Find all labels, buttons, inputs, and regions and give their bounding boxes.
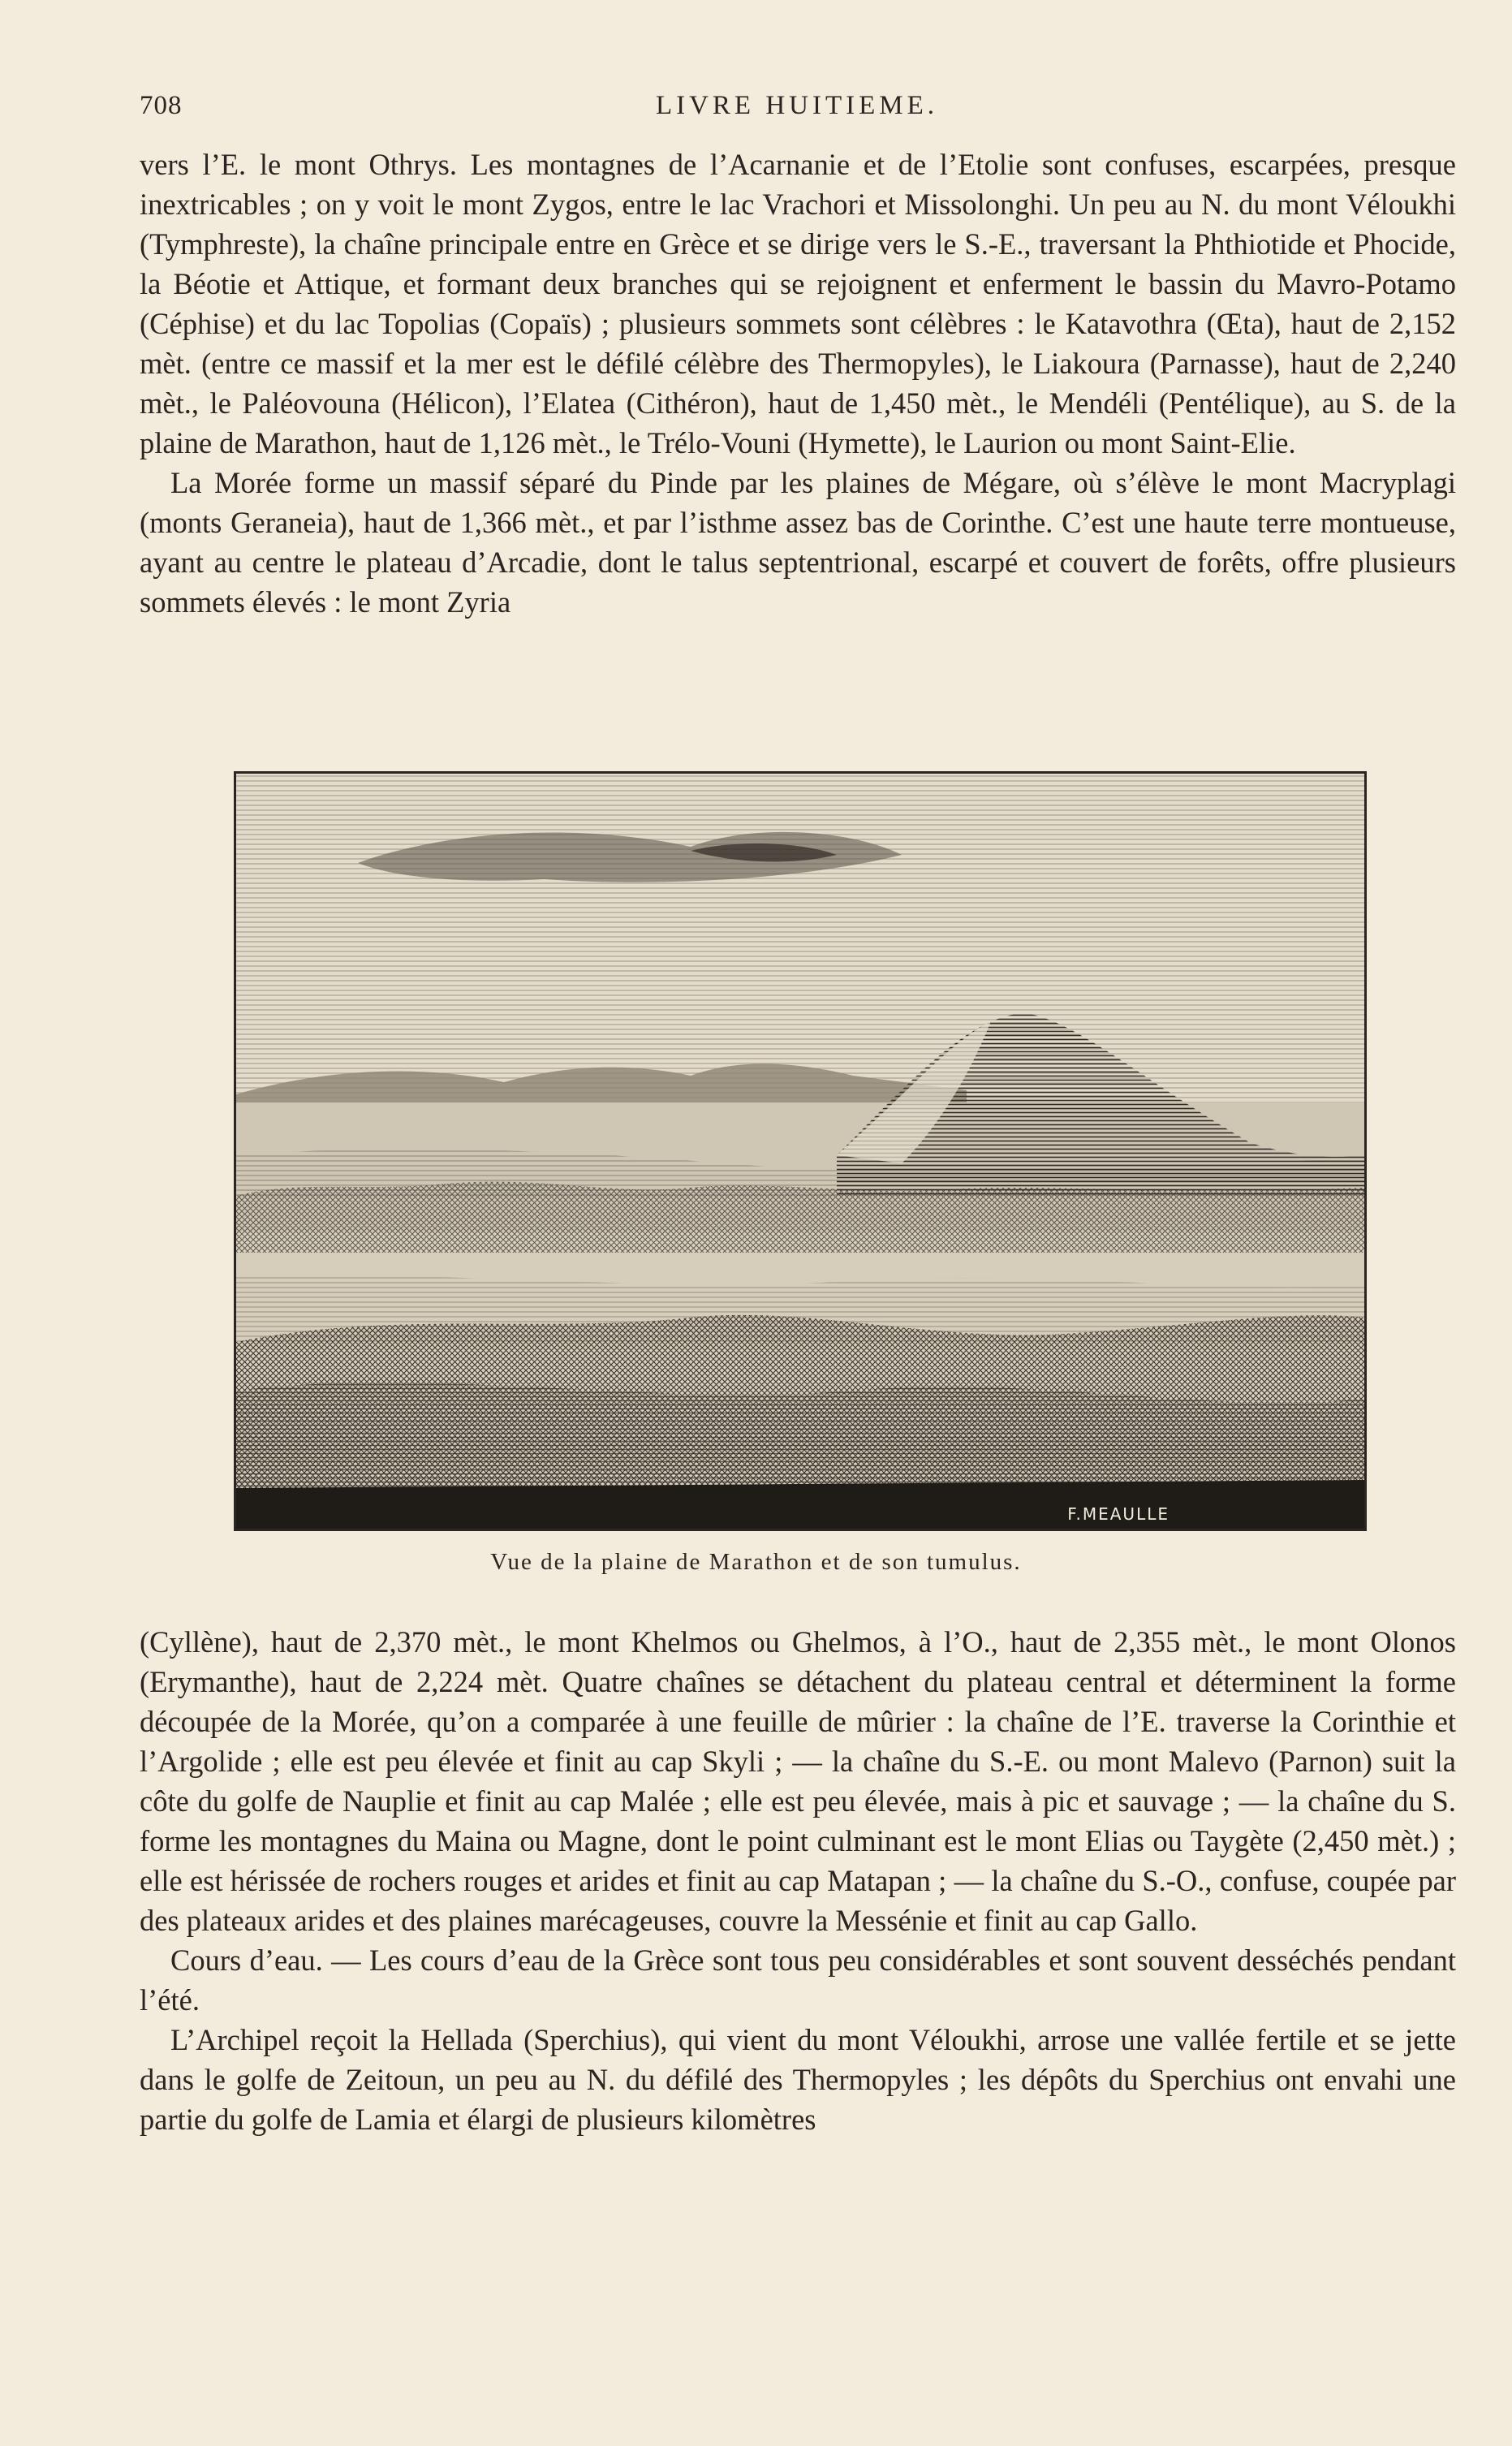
- page-number: 708: [140, 91, 183, 120]
- paragraph: vers l’E. le mont Othrys. Les montagnes de l’Acarnanie et de l’Etolie sont confuses, escarpées, presque inextricables ; on y voit le mont Zygos, entre le lac Vrachori et Missolonghi. Un peu au N. du mont Véloukhi (Tymphreste), la chaîne principale entre en Grèce et se dirige vers le S.-E., traversant la Phthiotide et Phocide, la Béotie et Attique, et formant deux branches qui se rejoignent et enferment le bassin du Mavro-Potamo (Céphise) et du lac Topolias (Copaïs) ; plusieurs sommets sont célèbres : le Katavothra (Œta), haut de 2,152 mèt. (entre ce massif et la mer est le défilé célèbre des Thermopyles), le Liakoura (Parnasse), haut de 2,240 mèt., le Paléovouna (Hélicon), l’Elatea (Cithéron), haut de 1,450 mèt., le Mendéli (Pentélique), au S. de la plaine de Marathon, haut de 1,126 mèt., le Trélo-Vouni (Hymette), le Laurion ou mont Saint-Elie.: [140, 148, 1456, 459]
- paragraph: (Cyllène), haut de 2,370 mèt., le mont Khelmos ou Ghelmos, à l’O., haut de 2,355 mèt., le mont Olonos (Erymanthe), haut de 2,224 mèt. Quatre chaînes se détachent du plateau central et déterminent la forme découpée de la Morée, qu’on a comparée à une feuille de mûrier : la chaîne de l’E. traverse la Corinthie et l’Argolide ; elle est peu élevée et finit au cap Skyli ; — la chaîne du S.-E. ou mont Malevo (Parnon) suit la côte du golfe de Nauplie et finit au cap Malée ; elle est peu élevée, mais à pic et sauvage ; — la chaîne du S. forme les montagnes du Maina ou Magne, dont le point culminant est le mont Elias ou Taygète (2,450 mèt.) ; elle est hérissée de rochers rouges et arides et finit au cap Matapan ; — la chaîne du S.-O., confuse, coupée par des plateaux arides et des plaines marécageuses, couvre la Messénie et finit au cap Gallo.: [140, 1625, 1456, 1937]
- paragraph: La Morée forme un massif séparé du Pinde par les plaines de Mégare, où s’élève le mont Macryplagi (monts Geraneia), haut de 1,366 mèt., et par l’isthme assez bas de Corinthe. C’est une haute terre montueuse, ayant au centre le plateau d’Arcadie, dont le talus septentrional, escarpé et couvert de forêts, offre plusieurs sommets élevés : le mont Zyria: [140, 466, 1456, 619]
- page-header: [140, 91, 1454, 132]
- engraving-illustration: [234, 771, 1367, 1531]
- figure-caption: Vue de la plaine de Marathon et de son tumulus.: [490, 1549, 1022, 1575]
- body-text-top: [140, 145, 1456, 622]
- running-head: LIVRE HUITIEME.: [655, 91, 939, 120]
- marathon-plain-engraving: [236, 774, 1364, 1529]
- paragraph: Cours d’eau. — Les cours d’eau de la Grèce sont tous peu considérables et sont souvent desséchés pendant l’été.: [140, 1943, 1456, 2017]
- paragraph: L’Archipel reçoit la Hellada (Sperchius), qui vient du mont Véloukhi, arrose une vallée fertile et se jette dans le golfe de Zeitoun, un peu au N. du défilé des Thermopyles ; les dépôts du Sperchius ont envahi une partie du golfe de Lamia et élargi de plusieurs kilomètres: [140, 2023, 1456, 2136]
- engraver-signature: F.MEAULLE: [1067, 1504, 1170, 1524]
- body-text-bottom: [140, 1622, 1456, 2139]
